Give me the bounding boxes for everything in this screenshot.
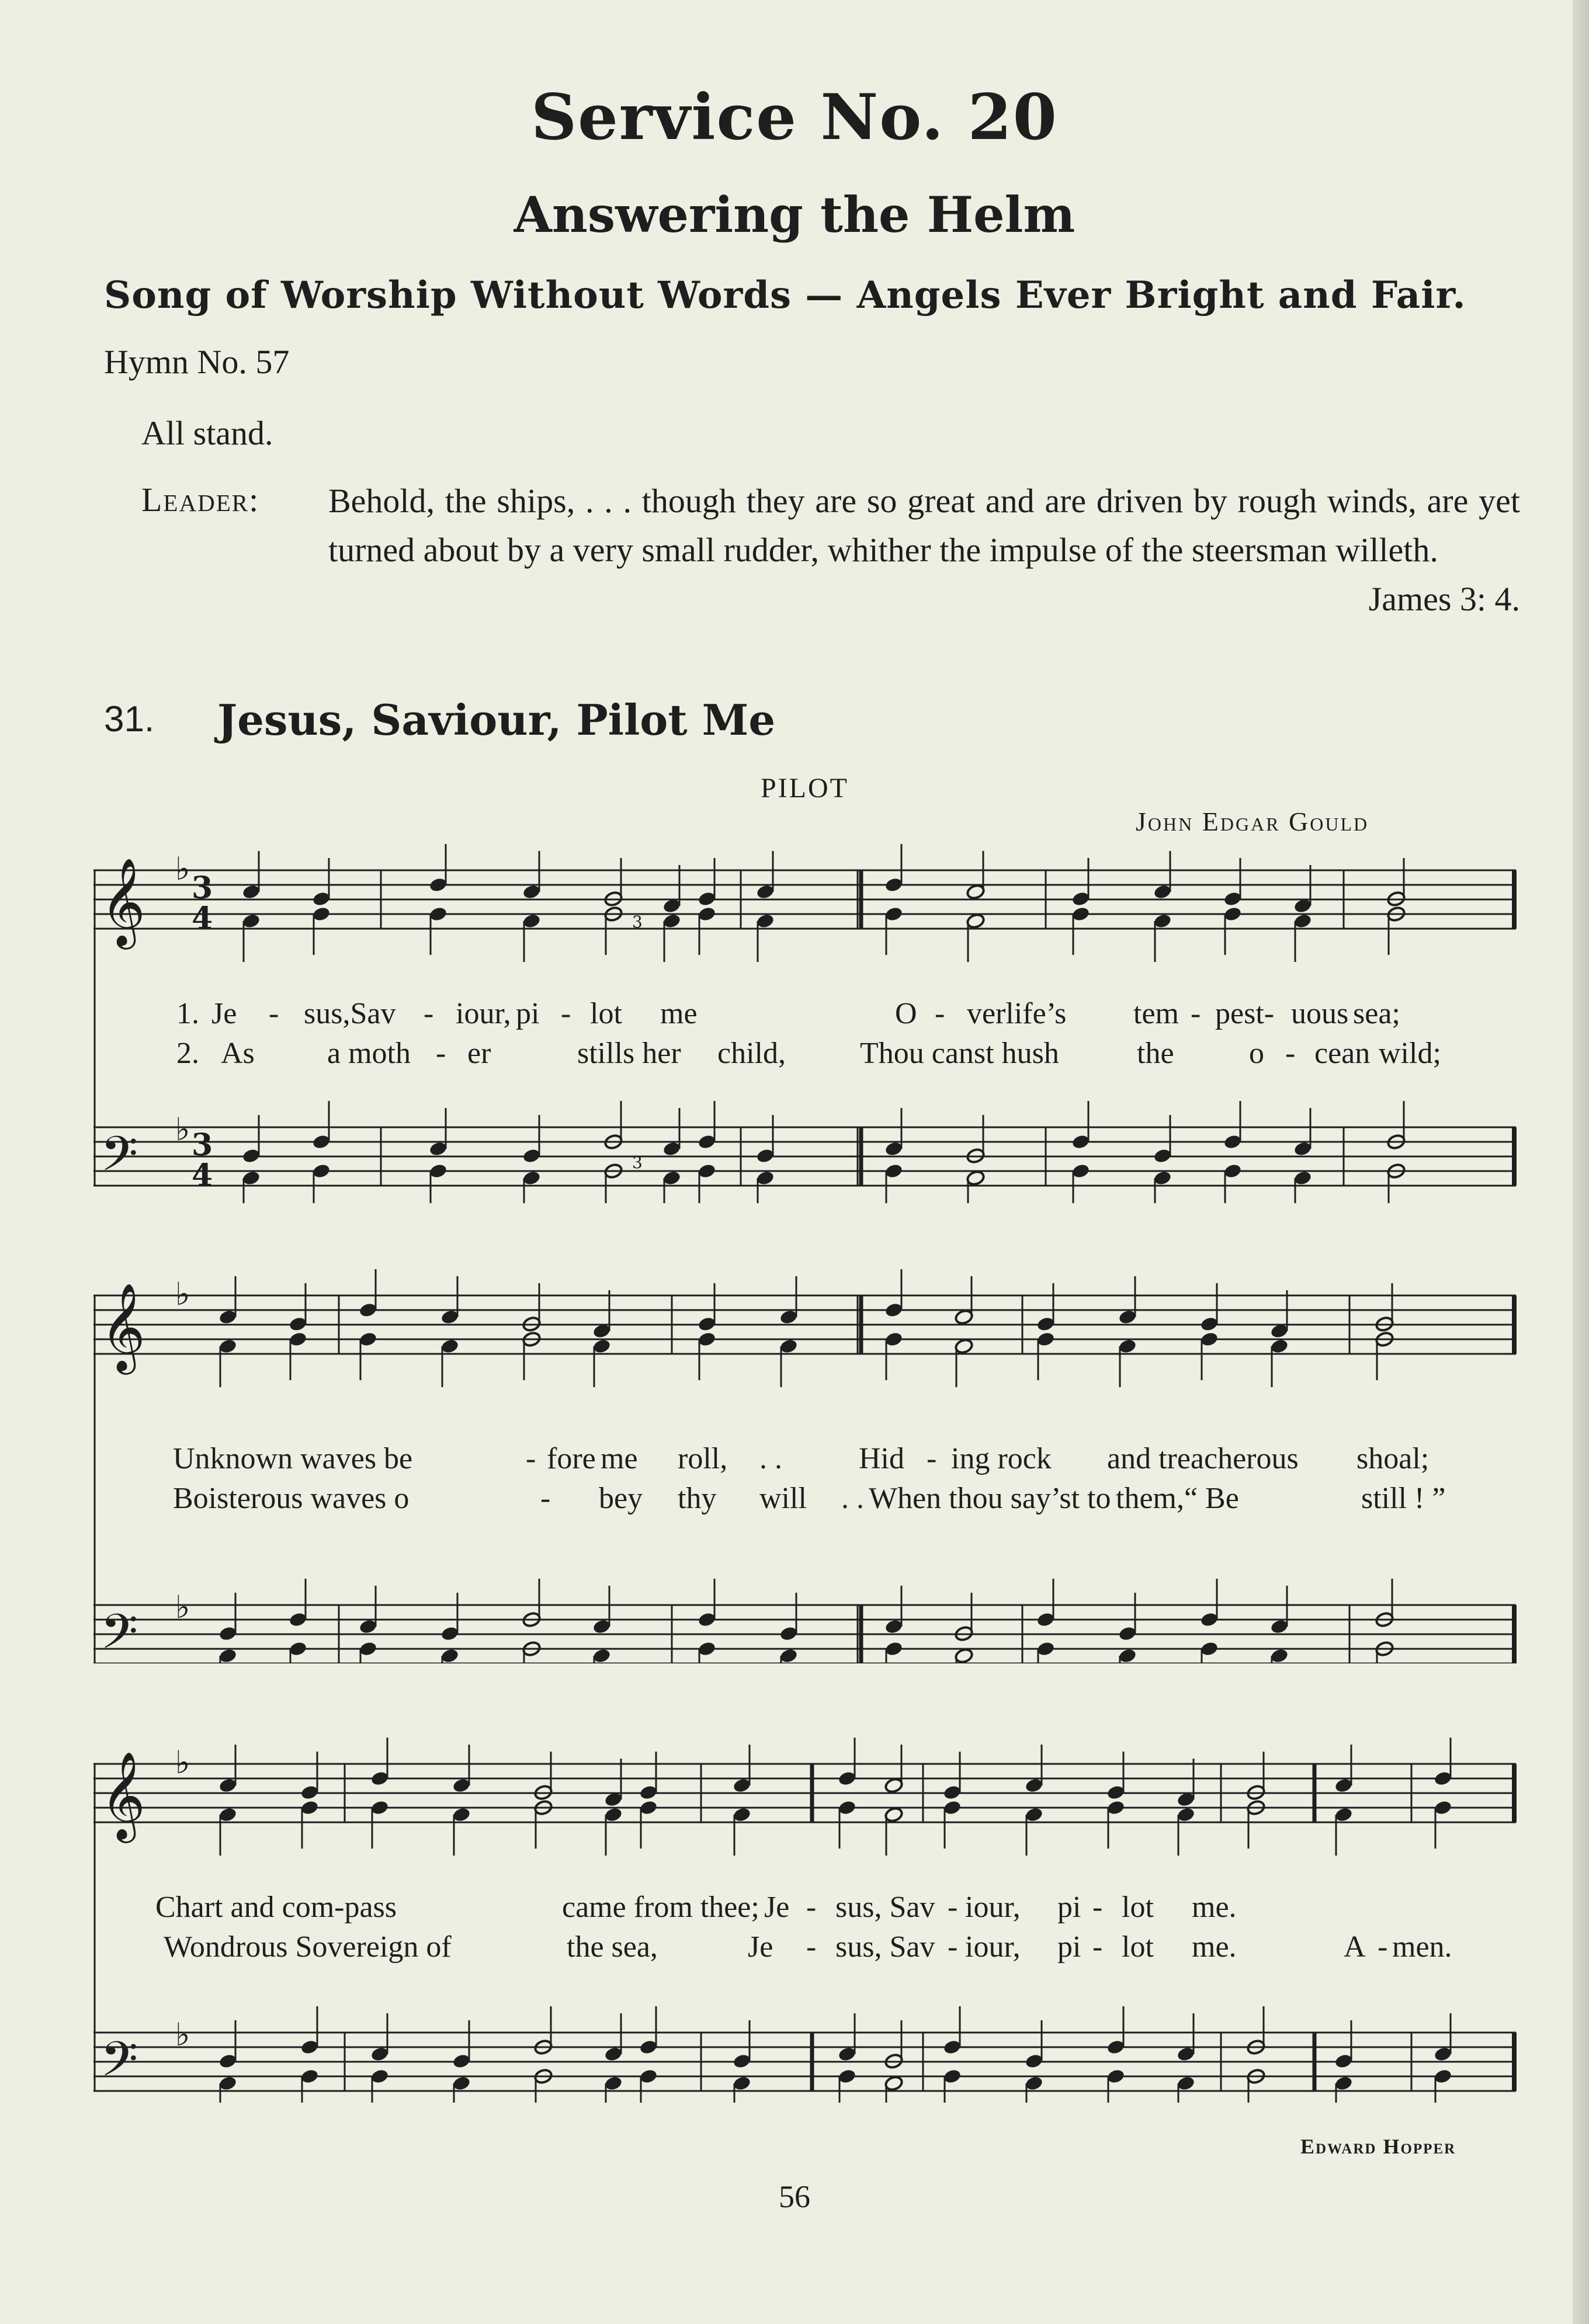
lyric-syllable: iour,	[965, 1891, 1021, 1924]
lyric-syllable: er	[467, 1037, 491, 1070]
lyric-syllable: me	[660, 997, 698, 1030]
lyric-syllable: -	[927, 1442, 937, 1475]
triplet-mark-bass: 3	[632, 1153, 643, 1172]
lyric-syllable: pest-	[1215, 997, 1275, 1030]
lyric-syllable: sus,Sav	[304, 997, 396, 1030]
lyric-syllable: me.	[1192, 1891, 1237, 1924]
lyric-syllable: verlife’s	[967, 997, 1067, 1030]
lyric-syllable: bey	[599, 1482, 643, 1515]
lyric-syllable: When thou say’st to	[869, 1482, 1111, 1515]
lyric-syllable: ing rock	[951, 1442, 1052, 1475]
composer: John Edgar Gould	[1136, 807, 1369, 836]
svg-text:𝄞: 𝄞	[100, 1282, 145, 1371]
lyric-syllable: me.	[1192, 1930, 1237, 1964]
lyric-syllable: fore	[547, 1442, 596, 1475]
lyric-syllable: -	[948, 1891, 958, 1924]
svg-text:♭: ♭	[175, 850, 190, 887]
svg-text:♭: ♭	[175, 1589, 190, 1625]
lyric-syllable: sea;	[1353, 997, 1400, 1030]
lyric-syllable: Unknown waves be	[173, 1442, 413, 1475]
lyric-syllable: . .	[759, 1442, 782, 1475]
page-number: 56	[779, 2179, 810, 2214]
lyric-syllable: -	[1092, 1891, 1103, 1924]
tune-name: PILOT	[761, 773, 849, 804]
leader-reading: Behold, the ships, . . . though they are so great and are driven by rough winds, are yet turned about by a very small rudder, whither the impulse of the steersman willeth.	[328, 482, 1520, 569]
lyric-syllable: -	[935, 997, 945, 1030]
lyric-syllable: -	[540, 1482, 551, 1515]
lyric-syllable: uous	[1291, 997, 1349, 1030]
hymn-number-label: 31.	[104, 699, 155, 739]
lyric-syllable: thy	[678, 1482, 717, 1515]
lyric-syllable: still ! ”	[1361, 1482, 1446, 1515]
lyric-syllable: -	[1092, 1930, 1103, 1964]
lyric-syllable: As	[221, 1037, 255, 1070]
lyric-syllable: tem	[1133, 997, 1179, 1030]
bass-time-sig-bottom: 4	[192, 1158, 213, 1193]
svg-text:𝄢: 𝄢	[100, 1603, 138, 1663]
lyric-syllable: sus, Sav	[835, 1930, 935, 1964]
scripture-reference: James 3: 4.	[1368, 580, 1520, 618]
lyric-syllable: -	[1285, 1037, 1296, 1070]
lyric-syllable: shoal;	[1356, 1442, 1430, 1475]
verse-1-number: 1.	[176, 997, 199, 1030]
leader-label: Leader:	[141, 481, 260, 519]
lyric-syllable: Hid	[859, 1442, 904, 1475]
lyric-syllable: -	[424, 997, 434, 1030]
lyric-syllable: . .	[841, 1482, 864, 1515]
lyric-syllable: Boisterous waves o	[173, 1482, 410, 1515]
lyric-syllable: -	[1191, 997, 1201, 1030]
verse-2-number: 2.	[176, 1037, 199, 1070]
lyric-syllable: O	[895, 997, 917, 1030]
svg-text:𝄢: 𝄢	[100, 2031, 138, 2099]
lyric-syllable: Je	[748, 1930, 773, 1964]
lyric-syllable: Je	[764, 1891, 790, 1924]
lyric-syllable: pi	[1057, 1930, 1081, 1964]
lyric-syllable: iour,	[965, 1930, 1021, 1964]
bass-clef: 𝄢	[100, 1125, 138, 1194]
leader-text	[328, 477, 1520, 624]
svg-text:♭: ♭	[175, 2016, 190, 2053]
lyric-syllable: -	[948, 1930, 958, 1964]
lyric-syllable: lot	[1122, 1891, 1154, 1924]
lyric-syllable: cean	[1314, 1037, 1371, 1070]
lyric-syllable: o	[1249, 1037, 1264, 1070]
lyric-syllable: -	[436, 1037, 446, 1070]
lyric-syllable: -	[806, 1930, 817, 1964]
lyric-syllable: -	[526, 1442, 536, 1475]
lyric-syllable: the sea,	[567, 1930, 658, 1964]
bass-time-sig-top: 3	[192, 1127, 213, 1163]
lyric-syllable: pi	[516, 997, 540, 1030]
lyric-syllable: Wondrous Sovereign of	[164, 1930, 452, 1964]
lyric-syllable: stills her	[577, 1037, 681, 1070]
lyric-syllable: Je	[211, 997, 237, 1030]
time-sig-bottom: 4	[192, 901, 213, 936]
svg-text:♭: ♭	[175, 1744, 190, 1781]
time-sig-top: 3	[192, 870, 213, 906]
lyric-syllable: me	[601, 1442, 638, 1475]
lyric-syllable: men.	[1392, 1930, 1452, 1964]
lyric-syllable: roll,	[678, 1442, 728, 1475]
lyric-syllable: A	[1344, 1930, 1366, 1964]
lyric-syllable: them,“ Be	[1116, 1482, 1239, 1515]
lyric-syllable: Chart and com-pass	[155, 1891, 397, 1924]
lyric-syllable: the	[1137, 1037, 1174, 1070]
svg-text:𝄞: 𝄞	[100, 1750, 145, 1839]
triplet-mark: 3	[632, 912, 643, 932]
lyric-syllable: a moth	[327, 1037, 411, 1070]
page-edge	[1573, 0, 1589, 2324]
svg-text:♭: ♭	[175, 1276, 190, 1312]
service-subtitle: Answering the Helm	[514, 186, 1075, 244]
lyric-syllable: sus, Sav	[835, 1891, 935, 1924]
hymn-number: Hymn No. 57	[104, 343, 290, 381]
lyric-syllable: -	[269, 997, 279, 1030]
lyric-syllable: and treacherous	[1107, 1442, 1299, 1475]
lyric-syllable: wild;	[1379, 1037, 1441, 1070]
treble-clef: 𝄞	[100, 857, 145, 946]
lyric-syllable: lot	[1122, 1930, 1154, 1964]
lyric-syllable: Thou canst hush	[860, 1037, 1059, 1070]
lyric-syllable: will	[759, 1482, 807, 1515]
lyric-syllable: -	[561, 997, 571, 1030]
instruction: All stand.	[141, 414, 273, 452]
hymn-title: Jesus, Saviour, Pilot Me	[217, 695, 776, 745]
hymn-author: Edward Hopper	[1300, 2135, 1456, 2158]
svg-text:♭: ♭	[175, 1111, 190, 1148]
lyric-syllable: -	[1378, 1930, 1388, 1964]
song-of-worship: Song of Worship Without Words — Angels Ever Bright and Fair.	[104, 273, 1466, 317]
lyric-syllable: iour,	[456, 997, 511, 1030]
lyric-syllable: -	[806, 1891, 817, 1924]
lyric-syllable: pi	[1057, 1891, 1081, 1924]
service-title: Service No. 20	[531, 81, 1058, 154]
lyric-syllable: child,	[717, 1037, 786, 1070]
lyric-syllable: lot	[590, 997, 622, 1030]
lyric-syllable: came from thee;	[562, 1891, 759, 1924]
